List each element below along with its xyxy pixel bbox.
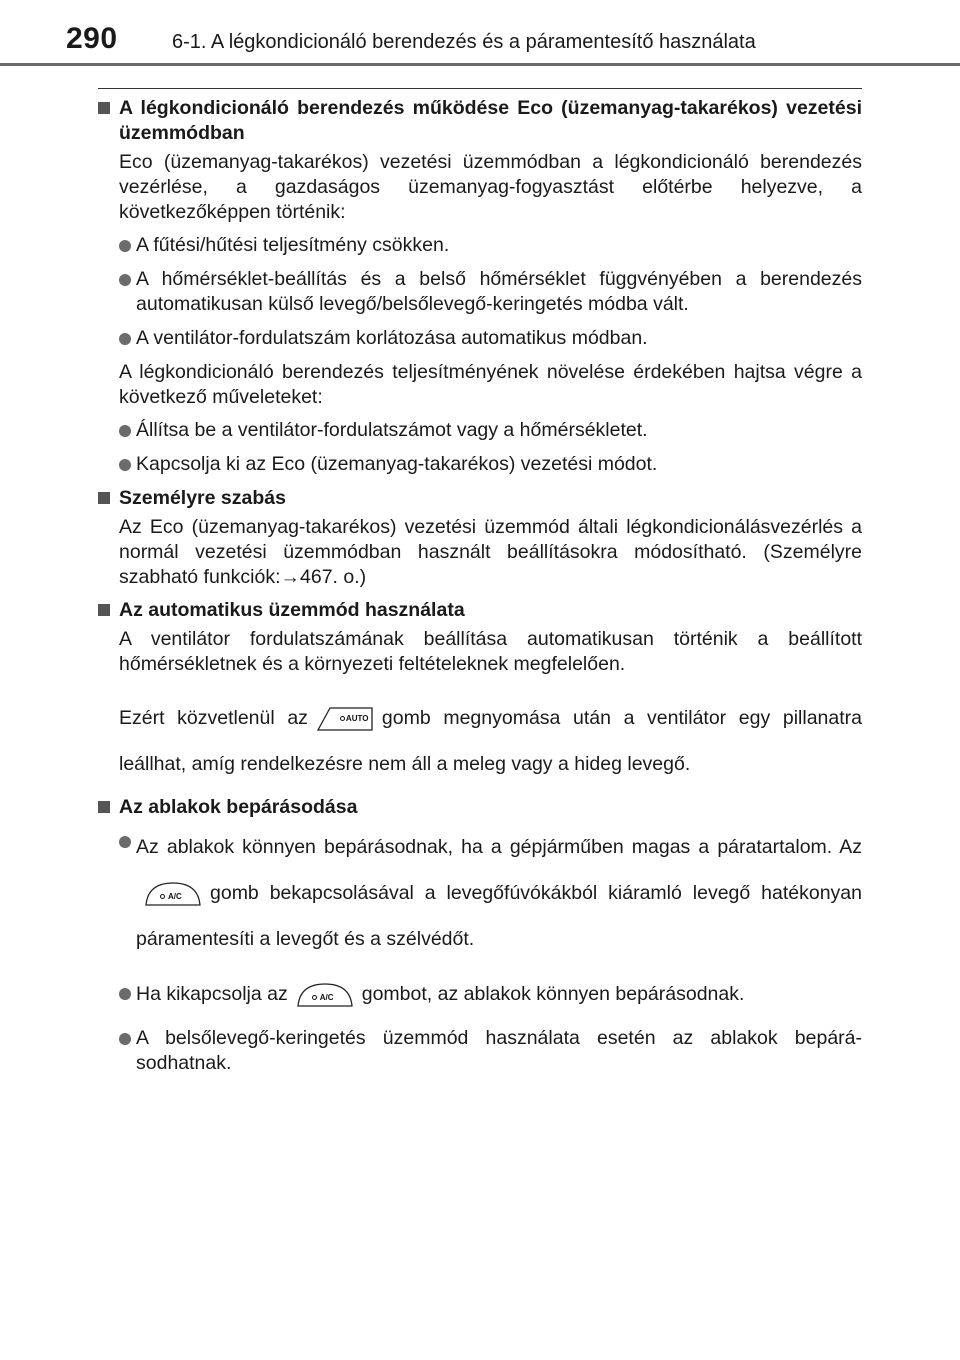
heading-text: Az ablakok bepárásodása bbox=[119, 796, 358, 818]
round-bullet-icon bbox=[119, 988, 131, 1000]
square-bullet-icon bbox=[98, 604, 110, 616]
section-heading-auto bbox=[98, 598, 862, 623]
ac-button-label: A/C bbox=[319, 992, 334, 1002]
round-bullet-icon bbox=[119, 425, 131, 437]
eco-para2: A légkondicionáló berendezés teljesítményének növelése érdekében hajtsa végre a következő műveleteket: bbox=[119, 361, 862, 408]
list-item bbox=[119, 233, 862, 258]
section-heading-fog bbox=[98, 795, 862, 820]
list-item-text: A ventilátor-fordulatszám korlátozása automatikus módban. bbox=[136, 327, 648, 349]
list-item-text: A fűtési/hűtési teljesítmény csökken. bbox=[136, 234, 450, 256]
auto-text2-after: gomb megnyomása után a ventilátor egy pillanatra leállhat, amíg rendelkezésre nem áll a meleg vagy a hideg levegő. bbox=[119, 707, 862, 775]
ac-button-icon bbox=[144, 881, 202, 907]
content-divider bbox=[98, 88, 862, 89]
section-heading-custom bbox=[98, 486, 862, 511]
chapter-title: 6-1. A légkondicionáló berendezés és a páramentesítő használata bbox=[172, 31, 756, 53]
list-item bbox=[119, 824, 862, 962]
auto-button-label: AUTO bbox=[345, 713, 369, 723]
fog-b1-before: Az ablakok könnyen bepárásodnak, ha a gépjárműben magas a páratartalom. Az bbox=[136, 836, 862, 858]
list-item-text: Állítsa be a ventilátor-fordulatszámot vagy a hőmérsékletet. bbox=[136, 419, 648, 441]
list-item bbox=[119, 267, 862, 317]
page-header bbox=[0, 0, 960, 70]
ac-button-icon bbox=[296, 982, 354, 1008]
auto-text: A ventilátor fordulatszámának beállítása automatikusan történik a beállított hőmérsékletnek és a környezeti feltételeknek megfelelően. bbox=[119, 628, 862, 675]
auto-text2 bbox=[119, 695, 862, 787]
auto-text2-before: Ezért közvetlenül az bbox=[119, 707, 308, 729]
round-bullet-icon bbox=[119, 459, 131, 471]
eco-intro: Eco (üzemanyag-takarékos) vezetési üzemmódban a légkondicionáló berendezés vezérlése, a gazdaságos üzemanyag-fogyasztást előtérbe helyezve, a következőképpen történik: bbox=[119, 151, 862, 223]
list-item bbox=[119, 452, 862, 477]
auto-button-icon bbox=[316, 706, 374, 732]
round-bullet-icon bbox=[119, 1033, 131, 1045]
round-bullet-icon bbox=[119, 333, 131, 345]
square-bullet-icon bbox=[98, 102, 110, 114]
list-item-text: Kapcsolja ki az Eco (üzemanyag-takarékos) vezetési módot. bbox=[136, 453, 658, 475]
square-bullet-icon bbox=[98, 492, 110, 504]
list-item bbox=[119, 1026, 862, 1076]
section-heading-eco bbox=[98, 96, 862, 146]
ac-button-label: A/C bbox=[168, 891, 182, 901]
square-bullet-icon bbox=[98, 801, 110, 813]
list-item bbox=[119, 326, 862, 351]
heading-text: A légkondicionáló berendezés működése Eco (üzemanyag-takarékos) vezetési üzemmódban bbox=[119, 97, 862, 144]
page-number: 290 bbox=[66, 22, 118, 55]
list-item bbox=[119, 971, 862, 1017]
round-bullet-icon bbox=[119, 836, 131, 848]
custom-text: Az Eco (üzemanyag-takarékos) vezetési üzemmód általi légkondicionálásvezérlés a normál vezetési üzemmódban használt beállításokra módosítható. (Személyre szabható funkciók:→467. o.) bbox=[119, 516, 862, 588]
list-item-text: A hőmérséklet-beállítás és a belső hőmérséklet függvényében a berendezés automatikusan külső levegő/belsőlevegő-keringetés módba vált. bbox=[136, 268, 862, 315]
list-item-text: A belsőlevegő-keringetés üzemmód használata esetén az ablakok bepárásodhatnak. bbox=[136, 1027, 862, 1074]
fog-b2-before: Ha kikapcsolja az bbox=[136, 983, 288, 1005]
fog-b1-after: gomb bekapcsolásával a levegőfúvókákból kiáramló levegő hatékonyan páramentesíti a levegőt és a szélvédőt. bbox=[136, 882, 862, 950]
heading-text: Az automatikus üzemmód használata bbox=[119, 599, 465, 621]
round-bullet-icon bbox=[119, 240, 131, 252]
list-item bbox=[119, 418, 862, 443]
fog-b2-after: gombot, az ablakok könnyen bepárásodnak. bbox=[361, 983, 745, 1005]
page-content bbox=[98, 96, 862, 1085]
round-bullet-icon bbox=[119, 274, 131, 286]
header-rule bbox=[0, 63, 960, 66]
heading-text: Személyre szabás bbox=[119, 487, 286, 509]
